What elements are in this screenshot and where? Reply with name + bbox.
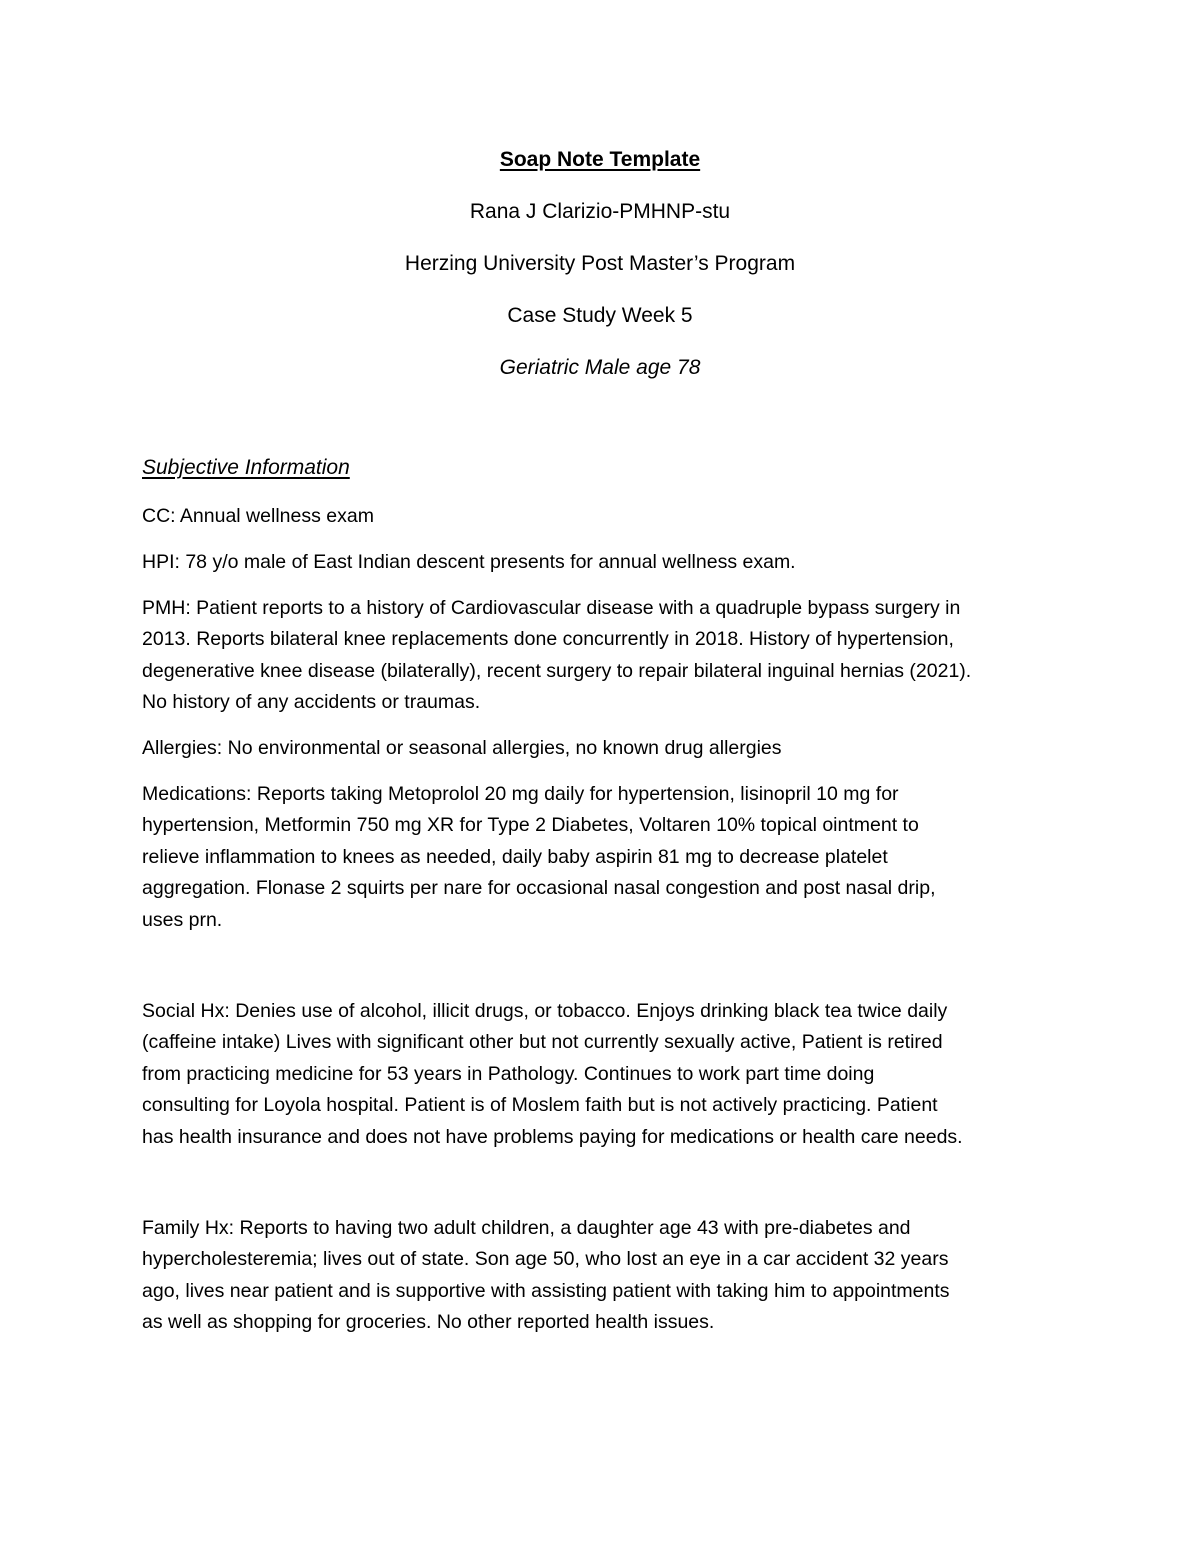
allergies-paragraph	[142, 733, 1062, 764]
paragraph-line: as well as shopping for groceries. No other reported health issues.	[142, 1311, 715, 1334]
paragraph-line: Medications: Reports taking Metoprolol 20 mg daily for hypertension, lisinopril 10 mg for	[142, 783, 899, 805]
chief-complaint	[142, 501, 1062, 532]
paragraph-line: Allergies: No environmental or seasonal allergies, no known drug allergies	[142, 737, 782, 759]
paragraph-line: Social Hx: Denies use of alcohol, illicit drugs, or tobacco. Enjoys drinking black tea twice daily	[142, 1000, 948, 1022]
paragraph-line: hypercholesteremia; lives out of state. Son age 50, who lost an eye in a car accident 32 years	[142, 1248, 949, 1271]
paragraph-line: No history of any accidents or traumas.	[142, 691, 481, 714]
case-line: Case Study Week 5	[507, 304, 693, 327]
paragraph-line: ago, lives near patient and is supportive with assisting patient with taking him to appointments	[142, 1279, 950, 1302]
paragraph-line: has health insurance and does not have problems paying for medications or health care needs.	[142, 1125, 963, 1148]
paragraph-line: hypertension, Metformin 750 mg XR for Type 2 Diabetes, Voltaren 10% topical ointment to	[142, 814, 919, 837]
paragraph-line: (caffeine intake) Lives with significant other but not currently sexually active, Patient is retired	[142, 1031, 943, 1054]
program-line: Herzing University Post Master’s Program	[404, 252, 796, 275]
paragraph-line: degenerative knee disease (bilaterally), recent surgery to repair bilateral inguinal hernias (2021).	[142, 659, 972, 682]
patient-line: Geriatric Male age 78	[499, 356, 701, 379]
paragraph-line: Family Hx: Reports to having two adult children, a daughter age 43 with pre-diabetes and	[142, 1217, 911, 1239]
paragraph-line: 2013. Reports bilateral knee replacements done concurrently in 2018. History of hypertension,	[142, 628, 954, 651]
social-history-paragraph	[142, 996, 1062, 1153]
subjective-heading: Subjective Information	[142, 456, 350, 479]
medications-paragraph	[142, 779, 1062, 936]
paragraph-line: consulting for Loyola hospital. Patient is of Moslem faith but is not actively practicing. Patient	[142, 1094, 938, 1117]
paragraph-line: from practicing medicine for 53 years in Pathology. Continues to work part time doing	[142, 1062, 875, 1085]
paragraph-line: aggregation. Flonase 2 squirts per nare for occasional nasal congestion and post nasal drip,	[142, 877, 936, 900]
document-title: Soap Note Template	[499, 148, 701, 171]
pmh-paragraph	[142, 593, 1062, 719]
paragraph-line: HPI: 78 y/o male of East Indian descent presents for annual wellness exam.	[142, 551, 796, 573]
hpi-paragraph	[142, 547, 1062, 578]
paragraph-line: relieve inflammation to knees as needed, daily baby aspirin 81 mg to decrease platelet	[142, 845, 888, 868]
paragraph-line: CC: Annual wellness exam	[142, 505, 374, 527]
author-line: Rana J Clarizio-PMHNP-stu	[469, 200, 731, 223]
family-history-paragraph	[142, 1213, 1062, 1339]
paragraph-line: uses prn.	[142, 908, 223, 931]
paragraph-line: PMH: Patient reports to a history of Cardiovascular disease with a quadruple bypass surgery in	[142, 597, 961, 619]
